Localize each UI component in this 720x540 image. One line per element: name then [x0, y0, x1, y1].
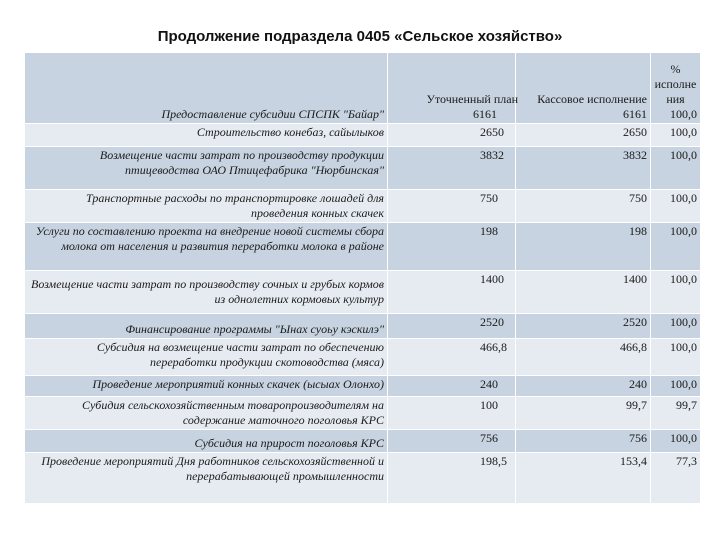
- cash-value: 466,8: [516, 339, 651, 376]
- pct-header-line2: исполне: [654, 77, 697, 91]
- row-name: Субидия сельскохозяйственным товаропроизводителям на содержание маточного поголовья КРС: [25, 397, 388, 430]
- pct-value: 100,0: [651, 271, 701, 314]
- cash-value: 2650: [516, 124, 651, 147]
- plan-value: 240: [388, 376, 516, 397]
- pct-value: 77,3: [651, 453, 701, 504]
- cash-header-cell: [516, 53, 651, 124]
- pct-value: 100,0: [651, 430, 701, 453]
- cash-value: 6161: [623, 107, 647, 121]
- cash-value: 756: [516, 430, 651, 453]
- cash-value: 99,7: [516, 397, 651, 430]
- plan-value: 1400: [388, 271, 516, 314]
- pct-value: 100,0: [651, 190, 701, 223]
- pct-value: 100,0: [651, 124, 701, 147]
- table-row: [25, 376, 701, 397]
- cash-header: Кассовое исполнение: [537, 92, 647, 106]
- plan-value: 198: [388, 223, 516, 271]
- plan-value: 100: [388, 397, 516, 430]
- plan-value: 198,5: [388, 453, 516, 504]
- row-name: Возмещение части затрат по производству продукции птицеводства ОАО Птицефабрика "Нюрбинская": [25, 147, 388, 190]
- pct-value: 100,0: [651, 339, 701, 376]
- first-row-name-cell: [25, 53, 388, 124]
- header-row: [25, 53, 701, 124]
- row-name: Субсидия на возмещение части затрат по обеспечению переработки продукции скотоводства (мяса): [25, 339, 388, 376]
- table-row: [25, 430, 701, 453]
- plan-value: 756: [388, 430, 516, 453]
- pct-value: 100,0: [651, 314, 701, 339]
- page-title: Продолжение подраздела 0405 «Сельское хозяйство»: [157, 28, 563, 45]
- row-name: Услуги по составлению проекта на внедрение новой системы сбора молока от населения и развития переработки молока в районе: [25, 223, 388, 271]
- row-name: Финансирование программы "Ынах суоьу кэскилэ": [25, 314, 388, 339]
- row-name: Проведение мероприятий Дня работников сельскохозяйственной и перерабатывающей промышленности: [25, 453, 388, 504]
- pct-value: 100,0: [651, 376, 701, 397]
- table-row: [25, 271, 701, 314]
- cash-value: 1400: [516, 271, 651, 314]
- table-row: [25, 190, 701, 223]
- table-row: [25, 124, 701, 147]
- pct-header-line1: %: [670, 62, 681, 76]
- plan-header-cell: [388, 53, 516, 124]
- table-row: [25, 147, 701, 190]
- plan-value: 6161: [473, 107, 497, 121]
- cash-value: 198: [516, 223, 651, 271]
- budget-table: [24, 52, 701, 504]
- cash-value: 750: [516, 190, 651, 223]
- row-name: Предоставление субсидии СПСПК "Байар": [161, 107, 384, 121]
- row-name: Транспортные расходы по транспортировке лошадей для проведения конных скачек: [25, 190, 388, 223]
- plan-value: 750: [388, 190, 516, 223]
- plan-value: 3832: [388, 147, 516, 190]
- table-row: [25, 223, 701, 271]
- row-name: Субсидия на прирост поголовья КРС: [25, 430, 388, 453]
- plan-header: Уточненный план: [426, 92, 518, 106]
- pct-value: 99,7: [651, 397, 701, 430]
- pct-header-cell: [651, 53, 701, 124]
- row-name: Строительство конебаз, сайылыков: [25, 124, 388, 147]
- cash-value: 153,4: [516, 453, 651, 504]
- pct-value: 100,0: [651, 147, 701, 190]
- table-row: [25, 453, 701, 504]
- cash-value: 2520: [516, 314, 651, 339]
- row-name: Возмещение части затрат по производству сочных и грубых кормов из однолетних кормовых культур: [25, 271, 388, 314]
- table-row: [25, 339, 701, 376]
- pct-value: 100,0: [651, 223, 701, 271]
- pct-value: 100,0: [670, 107, 697, 121]
- row-name: Проведение мероприятий конных скачек (ысыах Олонхо): [25, 376, 388, 397]
- cash-value: 3832: [516, 147, 651, 190]
- cash-value: 240: [516, 376, 651, 397]
- pct-header-line3: ния: [666, 92, 685, 106]
- plan-value: 466,8: [388, 339, 516, 376]
- plan-value: 2520: [388, 314, 516, 339]
- table-row: [25, 314, 701, 339]
- plan-value: 2650: [388, 124, 516, 147]
- table-row: [25, 397, 701, 430]
